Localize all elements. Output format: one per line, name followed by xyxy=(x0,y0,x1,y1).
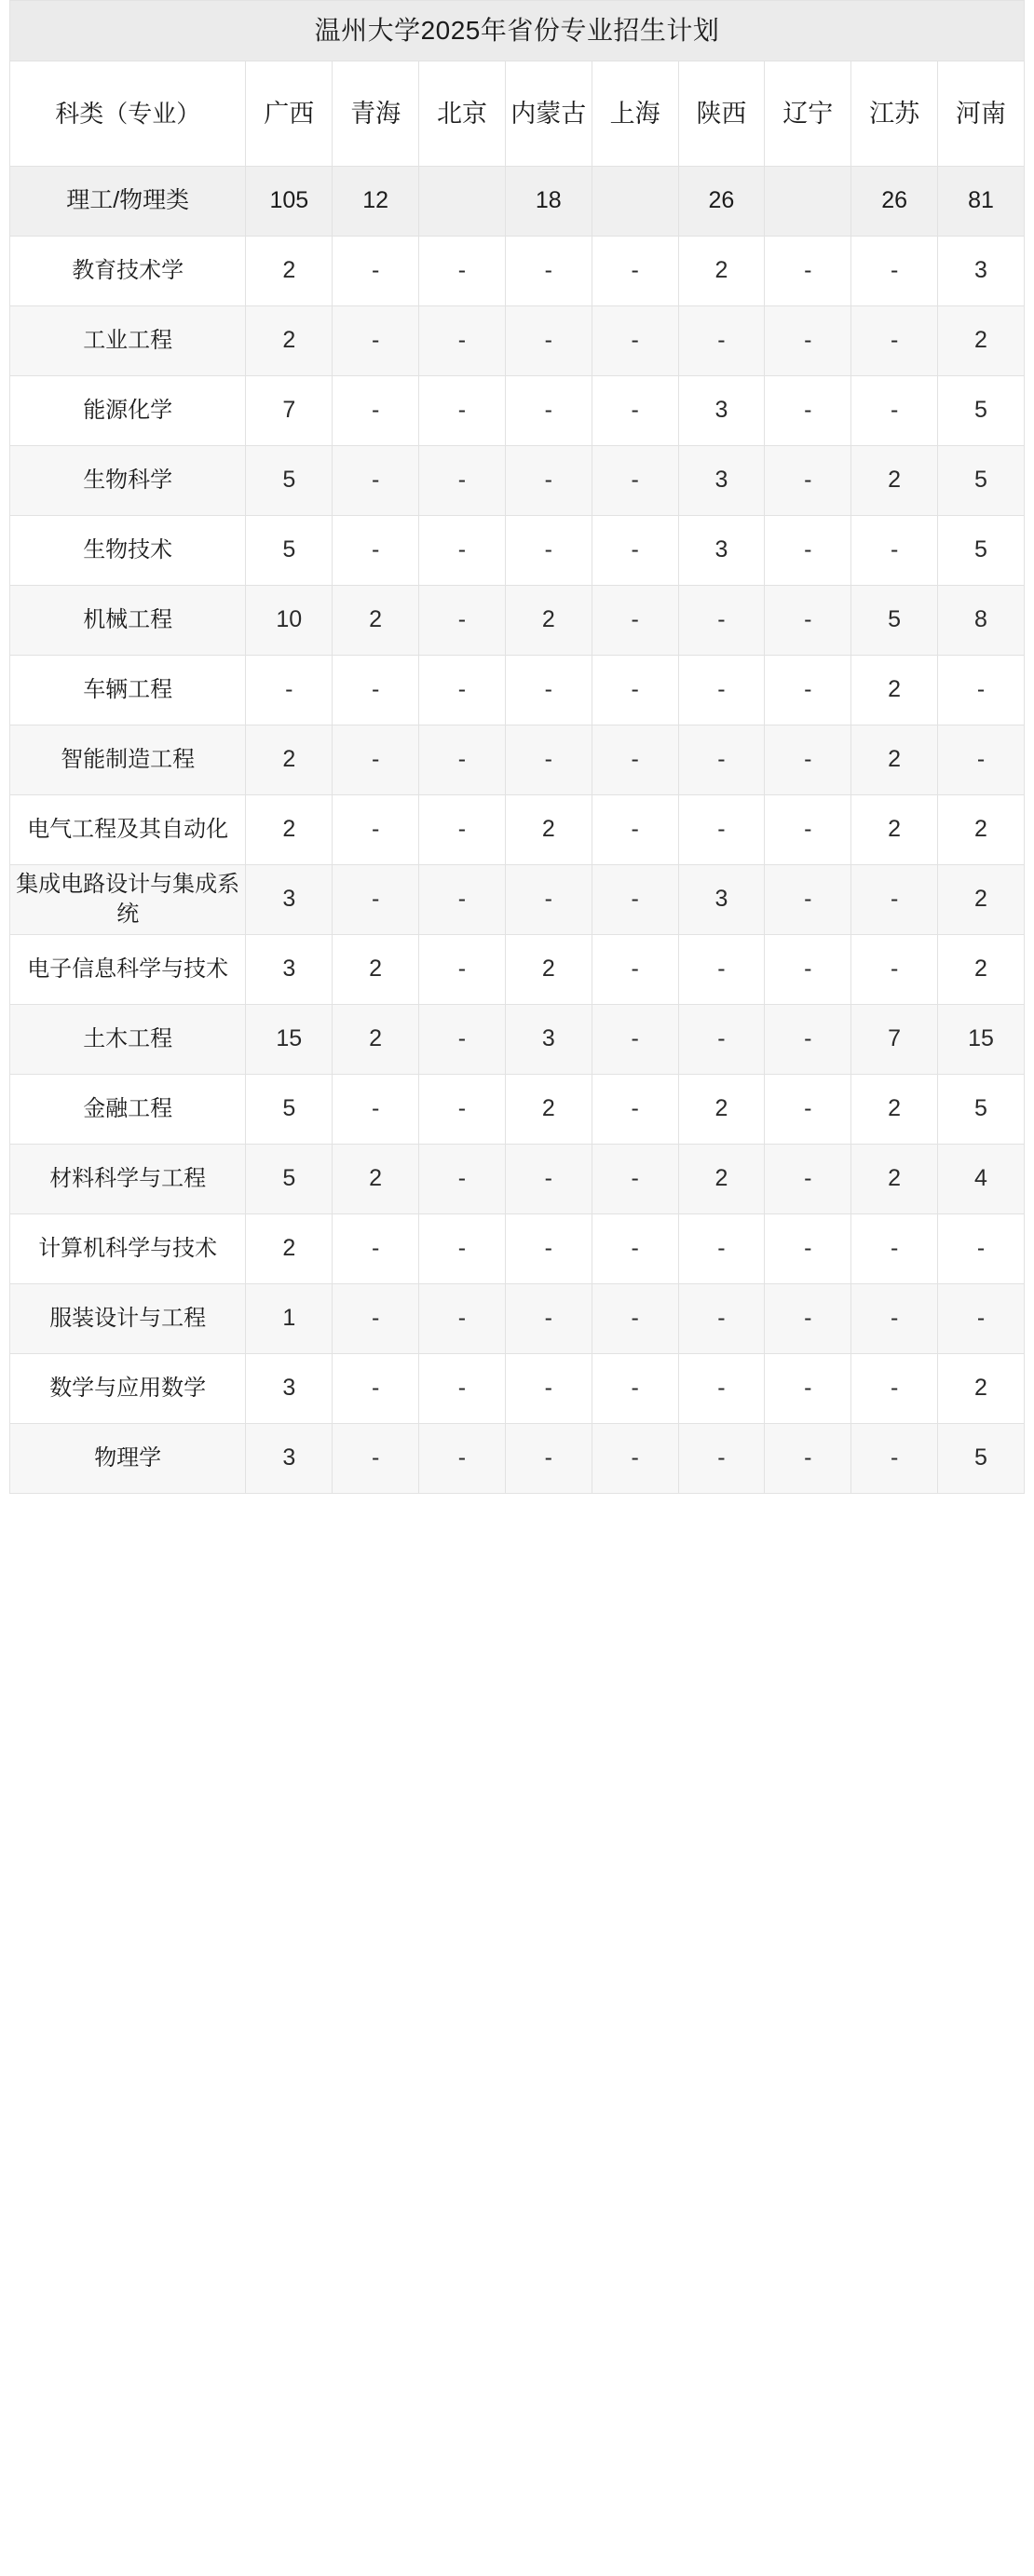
plan-value: - xyxy=(765,446,851,516)
plan-value: - xyxy=(419,516,506,586)
plan-value: - xyxy=(678,1005,765,1075)
plan-value: - xyxy=(505,516,592,586)
plan-value: - xyxy=(419,1424,506,1494)
plan-value: - xyxy=(505,1354,592,1424)
plan-value: - xyxy=(505,306,592,376)
plan-value: - xyxy=(419,1284,506,1354)
major-name: 电子信息科学与技术 xyxy=(10,935,246,1005)
plan-value: 3 xyxy=(678,516,765,586)
header-province-guangxi-label: 广西 xyxy=(264,99,315,128)
plan-value: - xyxy=(851,1284,938,1354)
header-province-jiangsu-label: 江苏 xyxy=(869,99,920,128)
plan-value: - xyxy=(333,306,419,376)
major-name: 工业工程 xyxy=(10,306,246,376)
plan-value: - xyxy=(419,446,506,516)
plan-value: - xyxy=(333,656,419,725)
plan-value: - xyxy=(765,1005,851,1075)
plan-value: - xyxy=(678,306,765,376)
table-body xyxy=(10,1,1025,1494)
plan-value: 5 xyxy=(246,446,333,516)
plan-value: - xyxy=(765,1145,851,1214)
section-value: 26 xyxy=(851,167,938,237)
table-row xyxy=(10,1075,1025,1145)
header-province-shanghai-label: 上海 xyxy=(609,99,660,128)
header-province-liaoning-label: 辽宁 xyxy=(782,99,834,128)
plan-value: - xyxy=(333,516,419,586)
plan-value: - xyxy=(592,376,678,446)
plan-value: - xyxy=(592,586,678,656)
major-name: 车辆工程 xyxy=(10,656,246,725)
plan-value: 2 xyxy=(333,935,419,1005)
plan-value: 3 xyxy=(246,865,333,935)
plan-value: 5 xyxy=(938,376,1025,446)
plan-value: - xyxy=(851,1214,938,1284)
table-row xyxy=(10,795,1025,865)
plan-value: - xyxy=(419,586,506,656)
plan-value: - xyxy=(765,237,851,306)
plan-value: - xyxy=(765,865,851,935)
table-row xyxy=(10,516,1025,586)
plan-value: 2 xyxy=(851,795,938,865)
plan-value: - xyxy=(592,725,678,795)
section-value: 81 xyxy=(938,167,1025,237)
major-name: 电气工程及其自动化 xyxy=(10,795,246,865)
page-title: 温州大学2025年省份专业招生计划 xyxy=(10,1,1025,61)
header-province-shaanxi xyxy=(678,61,765,167)
plan-value: - xyxy=(678,1354,765,1424)
plan-value: - xyxy=(505,237,592,306)
plan-value: - xyxy=(505,446,592,516)
plan-value: - xyxy=(678,1284,765,1354)
plan-value: 10 xyxy=(246,586,333,656)
plan-value: 2 xyxy=(678,237,765,306)
plan-value: 3 xyxy=(678,446,765,516)
plan-value: - xyxy=(765,376,851,446)
plan-value: - xyxy=(765,795,851,865)
plan-value: 5 xyxy=(851,586,938,656)
plan-value: 2 xyxy=(505,1075,592,1145)
plan-value: 2 xyxy=(505,795,592,865)
table-row xyxy=(10,1424,1025,1494)
plan-value: 2 xyxy=(505,586,592,656)
plan-value: - xyxy=(938,656,1025,725)
table-row xyxy=(10,865,1025,935)
table-row xyxy=(10,935,1025,1005)
plan-value: - xyxy=(851,376,938,446)
plan-value: - xyxy=(765,656,851,725)
plan-value: - xyxy=(505,376,592,446)
plan-value: - xyxy=(419,1075,506,1145)
table-row xyxy=(10,1145,1025,1214)
plan-value: - xyxy=(333,865,419,935)
plan-value: 2 xyxy=(246,725,333,795)
plan-value: 2 xyxy=(246,1214,333,1284)
plan-value: 2 xyxy=(246,795,333,865)
plan-value: 3 xyxy=(505,1005,592,1075)
header-province-henan-label: 河南 xyxy=(956,99,1006,128)
plan-value: - xyxy=(419,237,506,306)
plan-value: - xyxy=(765,725,851,795)
plan-value: - xyxy=(678,795,765,865)
plan-value: - xyxy=(592,1424,678,1494)
table-row xyxy=(10,1005,1025,1075)
major-name: 智能制造工程 xyxy=(10,725,246,795)
plan-value: - xyxy=(592,1284,678,1354)
section-value xyxy=(765,167,851,237)
plan-value: - xyxy=(592,1075,678,1145)
plan-value: - xyxy=(765,306,851,376)
plan-value: - xyxy=(765,516,851,586)
table-row xyxy=(10,376,1025,446)
table-row xyxy=(10,1214,1025,1284)
plan-value: - xyxy=(851,306,938,376)
plan-value: - xyxy=(419,865,506,935)
plan-value: 2 xyxy=(246,306,333,376)
plan-value: 5 xyxy=(938,1424,1025,1494)
header-province-henan xyxy=(938,61,1025,167)
plan-value: 2 xyxy=(938,935,1025,1005)
plan-value: 2 xyxy=(851,1145,938,1214)
plan-value: 2 xyxy=(851,656,938,725)
major-name: 数学与应用数学 xyxy=(10,1354,246,1424)
plan-value: - xyxy=(592,795,678,865)
plan-value: 2 xyxy=(938,795,1025,865)
major-name: 机械工程 xyxy=(10,586,246,656)
plan-value: - xyxy=(333,1424,419,1494)
plan-value: 15 xyxy=(246,1005,333,1075)
plan-value: - xyxy=(505,725,592,795)
section-value: 105 xyxy=(246,167,333,237)
plan-value: 7 xyxy=(851,1005,938,1075)
plan-value: - xyxy=(333,237,419,306)
plan-value: 5 xyxy=(938,446,1025,516)
plan-value: - xyxy=(938,725,1025,795)
plan-value: - xyxy=(333,1284,419,1354)
plan-value: 5 xyxy=(246,1145,333,1214)
header-province-guangxi xyxy=(246,61,333,167)
major-name: 土木工程 xyxy=(10,1005,246,1075)
major-name: 金融工程 xyxy=(10,1075,246,1145)
plan-value: - xyxy=(419,306,506,376)
plan-value: - xyxy=(505,1214,592,1284)
plan-value: 7 xyxy=(246,376,333,446)
plan-value: - xyxy=(765,1214,851,1284)
section-value: 12 xyxy=(333,167,419,237)
plan-value: - xyxy=(678,1424,765,1494)
section-value xyxy=(419,167,506,237)
plan-value: 5 xyxy=(246,516,333,586)
table-row xyxy=(10,1284,1025,1354)
header-province-neimenggu xyxy=(505,61,592,167)
table-row xyxy=(10,446,1025,516)
plan-value: - xyxy=(592,237,678,306)
section-value: 26 xyxy=(678,167,765,237)
plan-value: - xyxy=(938,1284,1025,1354)
header-province-liaoning xyxy=(765,61,851,167)
major-name: 能源化学 xyxy=(10,376,246,446)
plan-value: - xyxy=(333,446,419,516)
major-name: 材料科学与工程 xyxy=(10,1145,246,1214)
major-name: 计算机科学与技术 xyxy=(10,1214,246,1284)
plan-value: - xyxy=(765,1354,851,1424)
plan-value: 2 xyxy=(938,306,1025,376)
plan-value: - xyxy=(419,795,506,865)
plan-value: 2 xyxy=(678,1075,765,1145)
header-row xyxy=(10,61,1025,167)
plan-value: - xyxy=(333,795,419,865)
plan-value: - xyxy=(592,935,678,1005)
plan-value: - xyxy=(765,935,851,1005)
major-name: 物理学 xyxy=(10,1424,246,1494)
plan-value: - xyxy=(592,446,678,516)
plan-value: - xyxy=(333,376,419,446)
header-province-qinghai xyxy=(333,61,419,167)
header-province-jiangsu xyxy=(851,61,938,167)
plan-value: - xyxy=(592,1145,678,1214)
plan-value: 2 xyxy=(505,935,592,1005)
plan-value: - xyxy=(419,725,506,795)
header-province-shanghai xyxy=(592,61,678,167)
section-label: 理工/物理类 xyxy=(10,167,246,237)
major-name: 生物技术 xyxy=(10,516,246,586)
plan-value: - xyxy=(505,1424,592,1494)
header-province-neimenggu-label: 内蒙古 xyxy=(510,99,587,128)
major-name: 教育技术学 xyxy=(10,237,246,306)
section-value xyxy=(592,167,678,237)
section-row-science xyxy=(10,167,1025,237)
plan-value: - xyxy=(678,725,765,795)
table-row xyxy=(10,237,1025,306)
admission-plan-table xyxy=(9,0,1025,1494)
plan-value: 2 xyxy=(938,865,1025,935)
plan-value: - xyxy=(678,935,765,1005)
plan-value: - xyxy=(765,1075,851,1145)
header-major: 科类（专业） xyxy=(10,61,246,167)
plan-value: - xyxy=(505,656,592,725)
plan-value: 4 xyxy=(938,1145,1025,1214)
major-name: 生物科学 xyxy=(10,446,246,516)
plan-value: - xyxy=(765,586,851,656)
plan-value: 2 xyxy=(246,237,333,306)
plan-value: - xyxy=(851,935,938,1005)
plan-value: 3 xyxy=(246,1424,333,1494)
plan-value: 3 xyxy=(246,935,333,1005)
plan-value: 8 xyxy=(938,586,1025,656)
table-row xyxy=(10,725,1025,795)
plan-value: - xyxy=(419,935,506,1005)
plan-value: - xyxy=(765,1284,851,1354)
plan-value: - xyxy=(851,1424,938,1494)
plan-value: - xyxy=(333,725,419,795)
plan-value: - xyxy=(333,1214,419,1284)
header-province-beijing-label: 北京 xyxy=(436,99,487,128)
plan-value: - xyxy=(592,306,678,376)
plan-value: 3 xyxy=(246,1354,333,1424)
plan-value: - xyxy=(505,1145,592,1214)
plan-value: 2 xyxy=(938,1354,1025,1424)
title-row xyxy=(10,1,1025,61)
plan-value: 2 xyxy=(678,1145,765,1214)
plan-value: - xyxy=(419,1214,506,1284)
table-row xyxy=(10,306,1025,376)
plan-value: - xyxy=(419,1354,506,1424)
table-row xyxy=(10,656,1025,725)
plan-value: 3 xyxy=(678,376,765,446)
plan-value: - xyxy=(851,516,938,586)
major-name: 集成电路设计与集成系统 xyxy=(10,865,246,935)
plan-value: - xyxy=(851,1354,938,1424)
plan-value: - xyxy=(419,376,506,446)
plan-value: - xyxy=(419,656,506,725)
plan-value: - xyxy=(851,865,938,935)
header-province-beijing xyxy=(419,61,506,167)
plan-value: 5 xyxy=(246,1075,333,1145)
plan-value: - xyxy=(333,1354,419,1424)
plan-value: 3 xyxy=(938,237,1025,306)
plan-value: 3 xyxy=(678,865,765,935)
plan-value: - xyxy=(246,656,333,725)
plan-value: - xyxy=(592,1214,678,1284)
plan-value: - xyxy=(592,1005,678,1075)
plan-value: - xyxy=(678,586,765,656)
plan-value: 2 xyxy=(851,1075,938,1145)
plan-value: - xyxy=(419,1145,506,1214)
section-value: 18 xyxy=(505,167,592,237)
plan-value: - xyxy=(765,1424,851,1494)
header-province-qinghai-label: 青海 xyxy=(350,99,401,128)
plan-value: 2 xyxy=(333,1145,419,1214)
plan-value: - xyxy=(505,1284,592,1354)
plan-value: - xyxy=(505,865,592,935)
table-row xyxy=(10,1354,1025,1424)
major-name: 服装设计与工程 xyxy=(10,1284,246,1354)
plan-value: - xyxy=(592,656,678,725)
plan-value: - xyxy=(592,516,678,586)
plan-value: - xyxy=(938,1214,1025,1284)
plan-value: 2 xyxy=(851,725,938,795)
plan-value: 2 xyxy=(333,586,419,656)
plan-value: - xyxy=(592,865,678,935)
plan-value: 5 xyxy=(938,516,1025,586)
table-row xyxy=(10,586,1025,656)
header-province-shaanxi-label: 陕西 xyxy=(696,99,747,128)
plan-value: - xyxy=(678,1214,765,1284)
plan-value: 2 xyxy=(333,1005,419,1075)
plan-value: - xyxy=(419,1005,506,1075)
plan-value: - xyxy=(592,1354,678,1424)
plan-value: 5 xyxy=(938,1075,1025,1145)
plan-value: - xyxy=(333,1075,419,1145)
plan-value: 2 xyxy=(851,446,938,516)
plan-value: 15 xyxy=(938,1005,1025,1075)
plan-value: - xyxy=(678,656,765,725)
plan-value: - xyxy=(851,237,938,306)
plan-value: 1 xyxy=(246,1284,333,1354)
